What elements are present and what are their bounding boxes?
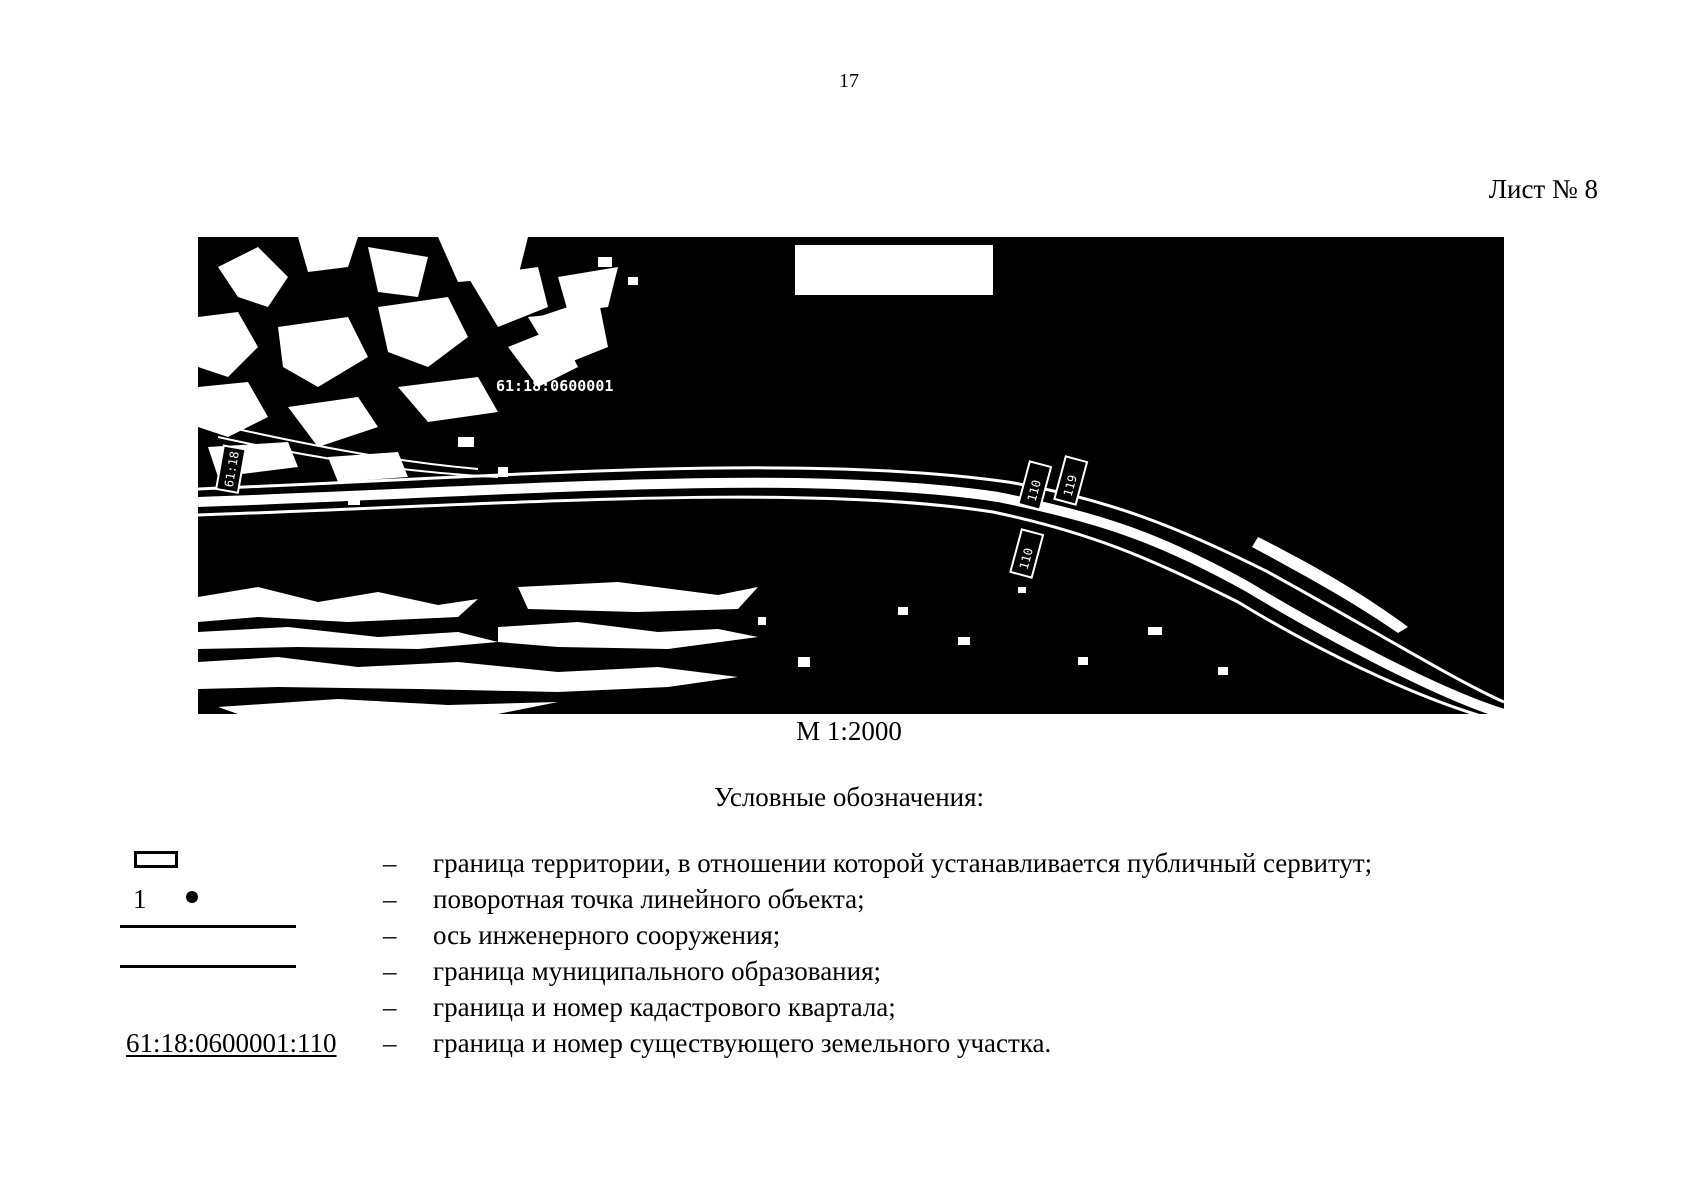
legend-dash: – bbox=[383, 920, 397, 950]
page-number: 17 bbox=[839, 70, 859, 92]
parcel-label-b-text: 119 bbox=[1060, 473, 1080, 499]
legend-dash: – bbox=[383, 992, 397, 1022]
legend-symbol bbox=[110, 845, 370, 881]
legend-symbol bbox=[110, 953, 370, 989]
legend-title: Условные обозначения: bbox=[713, 782, 985, 812]
legend-symbol bbox=[110, 1025, 370, 1061]
legend-dash: – bbox=[383, 956, 397, 986]
cadastral-quarter-label: 61:18:0600001 bbox=[496, 377, 614, 395]
legend-dash: – bbox=[383, 848, 397, 878]
legend-item-servitude-boundary bbox=[110, 845, 1510, 881]
parcel-label-a-text: 110 bbox=[1024, 478, 1044, 504]
point-number: 1 bbox=[133, 884, 147, 914]
legend-dash: – bbox=[383, 1028, 397, 1058]
legend-item-engineering-axis bbox=[110, 917, 1510, 953]
legend-item-text: граница и номер существующего земельного участка. bbox=[433, 1028, 1052, 1058]
parcel-label-c-text: 110 bbox=[1016, 546, 1036, 572]
legend-item-text: граница муниципального образования; bbox=[433, 956, 882, 986]
legend-item-municipal-boundary bbox=[110, 953, 1510, 989]
map-image bbox=[198, 237, 1504, 714]
engineering-axis-symbol bbox=[120, 925, 296, 928]
legend-dash: – bbox=[383, 884, 397, 914]
legend-item-land-parcel bbox=[110, 1025, 1510, 1061]
legend-symbol bbox=[110, 917, 370, 953]
legend-symbol bbox=[110, 989, 370, 1025]
sheet-label: Лист № 8 bbox=[1488, 174, 1598, 204]
municipal-boundary-symbol bbox=[120, 965, 296, 968]
scale-label: М 1:2000 bbox=[796, 716, 902, 746]
parcel-label-west-text: 61:18 bbox=[221, 450, 242, 489]
legend-symbol bbox=[110, 881, 370, 917]
white-block bbox=[795, 245, 993, 295]
map-canvas bbox=[198, 237, 1504, 714]
legend-item-cadastral-quarter bbox=[110, 989, 1510, 1025]
legend-item-text: граница территории, в отношении которой устанавливается публичный сервитут; bbox=[433, 848, 1373, 878]
legend-item-text: ось инженерного сооружения; bbox=[433, 920, 781, 950]
servitude-boundary-symbol bbox=[134, 851, 178, 868]
legend-item-text: граница и номер кадастрового квартала; bbox=[433, 992, 896, 1022]
parcel-number-example: 61:18:0600001:110 bbox=[126, 1028, 337, 1058]
legend-item-turning-point bbox=[110, 881, 1510, 917]
legend-item-text: поворотная точка линейного объекта; bbox=[433, 884, 865, 914]
turning-point-symbol bbox=[186, 891, 198, 903]
